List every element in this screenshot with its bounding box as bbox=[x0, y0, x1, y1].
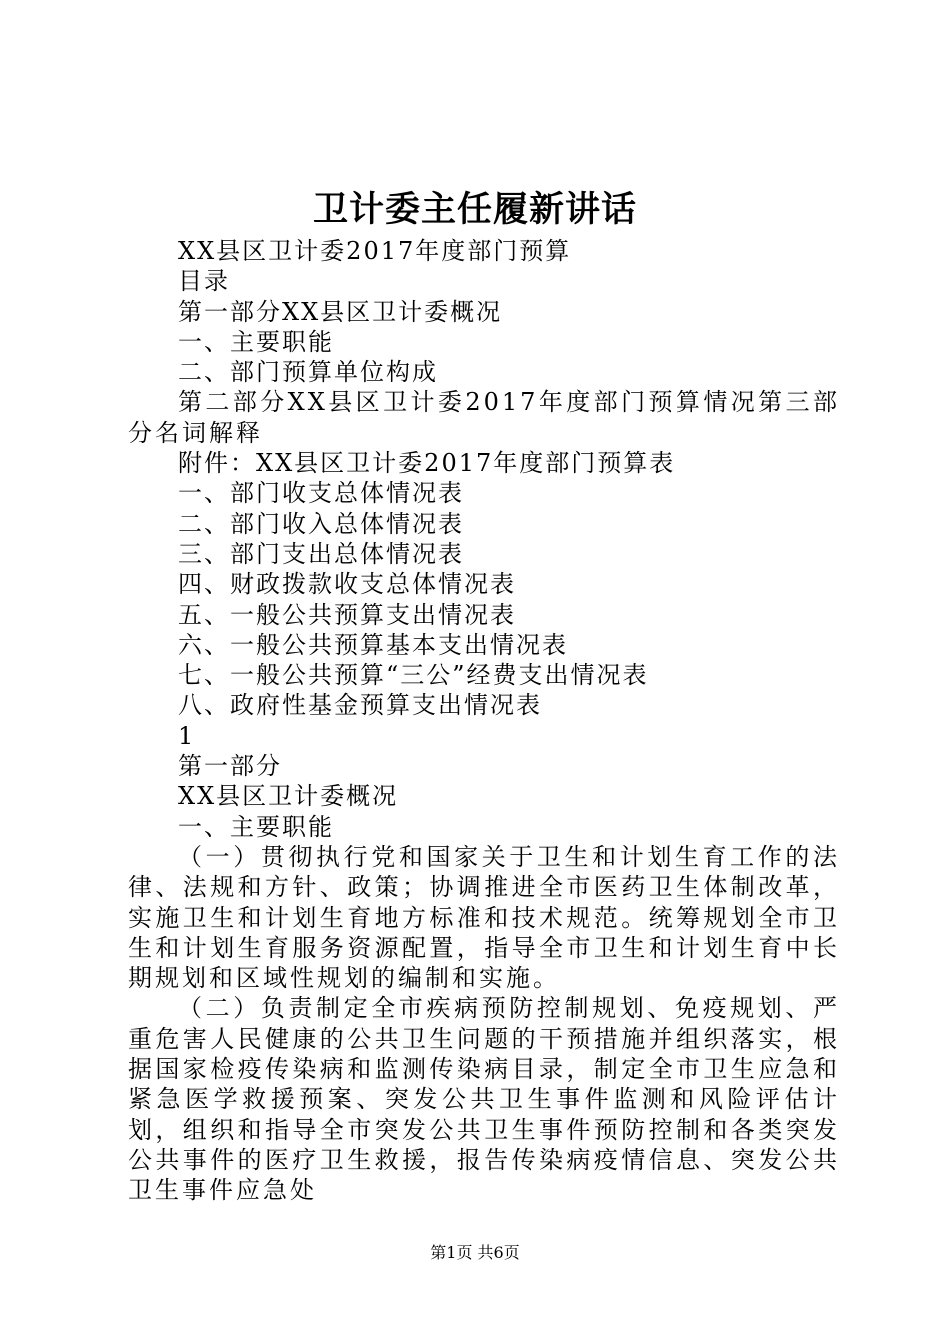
page-number-marker: 1 bbox=[178, 721, 196, 750]
attachment-line: 三、部门支出总体情况表 bbox=[178, 539, 464, 568]
toc-line: 目录 bbox=[178, 267, 230, 296]
section-heading: XX县区卫计委概况 bbox=[178, 782, 399, 811]
document-title: 卫计委主任履新讲话 bbox=[312, 189, 637, 230]
toc-line: XX县区卫计委2017年度部门预算 bbox=[178, 237, 572, 265]
attachment-line: 八、政府性基金预算支出情况表 bbox=[178, 691, 542, 720]
body-paragraph: （一）贯彻执行党和国家关于卫生和计划生育工作的法律、法规和方针、政策；协调推进全市医药卫生体制改革，实施卫生和计划生育地方标准和技术规范。统筹规划全市卫生和计划生育服务资源配置，指导全市卫生和计划生育中长期规划和区域性规划的编制和实施。 bbox=[128, 842, 840, 993]
attachment-line: 五、一般公共预算支出情况表 bbox=[178, 600, 516, 629]
attachment-line: 四、财政拨款收支总体情况表 bbox=[178, 570, 516, 599]
document-body bbox=[128, 236, 840, 1206]
attachment-line: 七、一般公共预算“三公”经费支出情况表 bbox=[178, 661, 649, 690]
part2-line: 第二部分XX县区卫计委2017年度部门预算情况第三部分名词解释 bbox=[128, 388, 840, 447]
attachment-line: 一、部门收支总体情况表 bbox=[178, 479, 464, 508]
body-paragraph: （二）负责制定全市疾病预防控制规划、免疫规划、严重危害人民健康的公共卫生问题的干预措施并组织落实，根据国家检疫传染病和监测传染病目录，制定全市卫生应急和紧急医学救援预案、突发公共卫生事件监测和风险评估计划，组织和指导全市突发公共卫生事件预防控制和各类突发公共事件的医疗卫生救援，报告传染病疫情信息、突发公共卫生事件应急处 bbox=[128, 994, 840, 1205]
section-heading: 第一部分 bbox=[178, 752, 282, 781]
section-heading: 一、主要职能 bbox=[178, 812, 334, 841]
attachment-line: 二、部门收入总体情况表 bbox=[178, 509, 464, 538]
page-footer: 第1页 共6页 bbox=[430, 1243, 520, 1262]
toc-line: 二、部门预算单位构成 bbox=[178, 358, 438, 387]
attachment-line: 六、一般公共预算基本支出情况表 bbox=[178, 630, 568, 659]
toc-line: 一、主要职能 bbox=[178, 327, 334, 356]
toc-line: 第一部分XX县区卫计委概况 bbox=[178, 297, 503, 326]
attachment-line: 附件：XX县区卫计委2017年度部门预算表 bbox=[178, 449, 676, 478]
